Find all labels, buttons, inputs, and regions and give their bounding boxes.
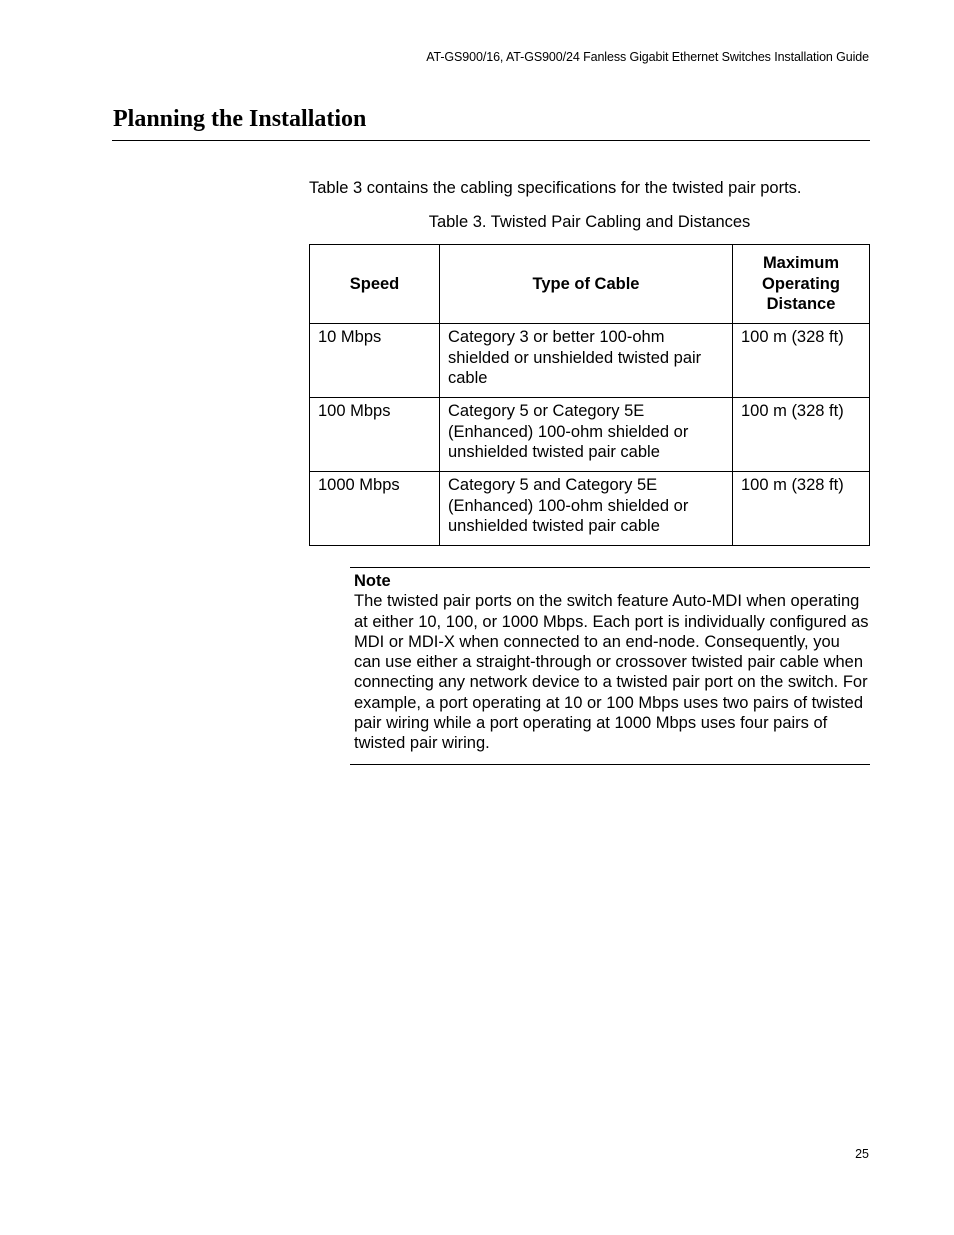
- header-speed: Speed: [310, 245, 440, 324]
- cell-cable-type: Category 5 or Category 5E (Enhanced) 100-ohm shielded or unshielded twisted pair cable: [440, 398, 733, 472]
- cell-distance: 100 m (328 ft): [733, 472, 870, 546]
- cell-cable-type: Category 5 and Category 5E (Enhanced) 100-ohm shielded or unshielded twisted pair cable: [440, 472, 733, 546]
- table-row: [310, 324, 870, 398]
- cell-speed: 10 Mbps: [310, 324, 440, 398]
- table-caption: Table 3. Twisted Pair Cabling and Distances: [428, 213, 751, 231]
- title-rule: [112, 140, 870, 141]
- note-box: [350, 567, 870, 765]
- running-header: AT-GS900/16, AT-GS900/24 Fanless Gigabit Ethernet Switches Installation Guide: [426, 50, 869, 64]
- cell-distance: 100 m (328 ft): [733, 324, 870, 398]
- header-type-of-cable: Type of Cable: [440, 245, 733, 324]
- note-body: The twisted pair ports on the switch feature Auto-MDI when operating at either 10, 100, or 1000 Mbps. Each port is individually configured as MDI or MDI-X when connected to an end-node. Consequently, you can use either a straight-through or crossover twisted pair cable when connecting any network device to a twisted pair port on the switch. For example, a port operating at 10 or 100 Mbps uses two pairs of twisted pair wiring while a port operating at 1000 Mbps uses four pairs of twisted pair wiring.: [354, 592, 869, 753]
- section-title: Planning the Installation: [113, 106, 367, 132]
- table-row: [310, 472, 870, 546]
- table-header-row: [310, 245, 870, 324]
- cell-distance: 100 m (328 ft): [733, 398, 870, 472]
- intro-paragraph: Table 3 contains the cabling specifications for the twisted pair ports.: [309, 179, 802, 197]
- note-heading: Note: [354, 572, 391, 590]
- table-row: [310, 398, 870, 472]
- header-max-distance: Maximum Operating Distance: [733, 245, 870, 324]
- cell-cable-type: Category 3 or better 100-ohm shielded or unshielded twisted pair cable: [440, 324, 733, 398]
- page-number: 25: [855, 1147, 869, 1161]
- cabling-table: [309, 244, 870, 546]
- cell-speed: 1000 Mbps: [310, 472, 440, 546]
- cell-speed: 100 Mbps: [310, 398, 440, 472]
